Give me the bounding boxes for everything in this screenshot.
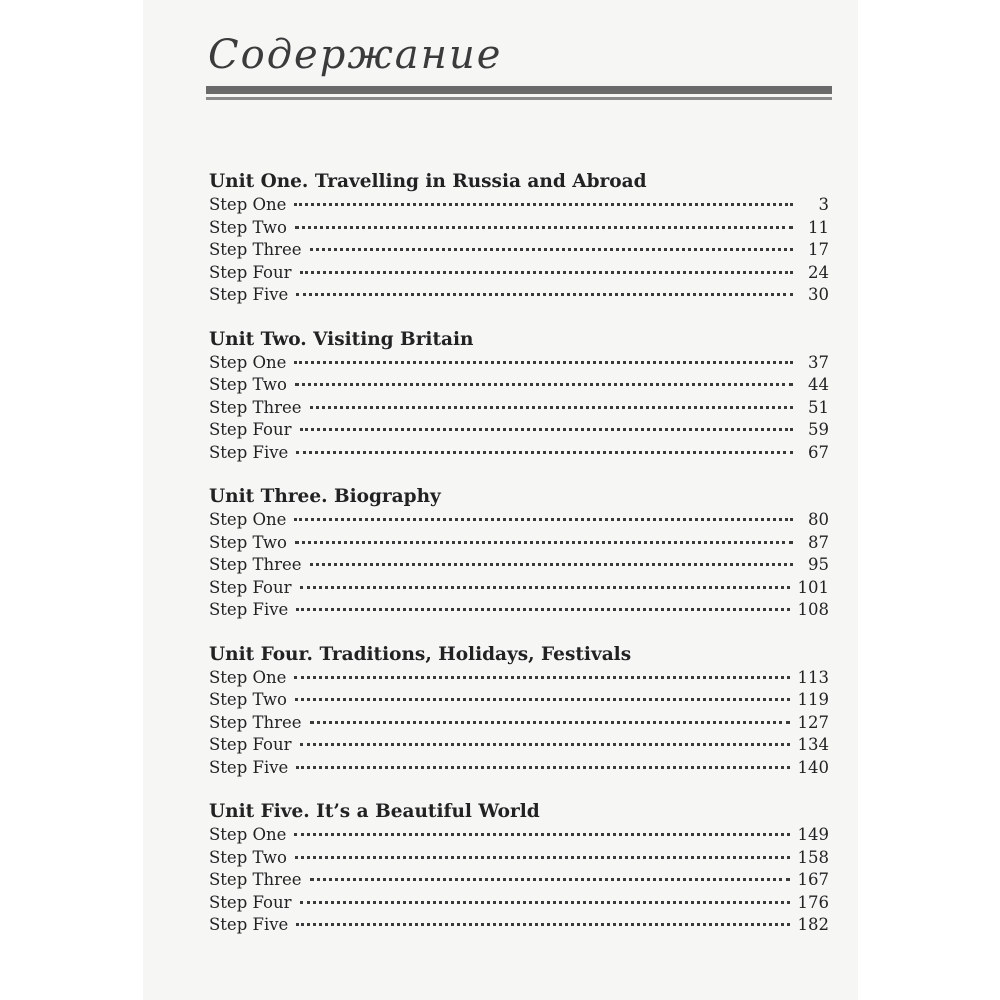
step-name: Step Three [209,870,302,889]
toc-unit-1 [209,169,829,327]
page-number: 3 [818,195,829,214]
dot-leader [310,248,793,251]
dot-leader [294,203,793,206]
toc-entry [209,509,829,532]
unit-heading: Unit Three. Biography [209,486,441,507]
title-rule-thin [206,97,832,100]
dot-leader [294,676,789,679]
unit-heading: Unit Four. Traditions, Holidays, Festivals [209,643,632,665]
dot-leader [300,743,790,746]
step-name: Step Five [209,285,289,304]
page-number: 80 [808,510,829,529]
page-number: 87 [808,532,829,552]
step-name: Step One [209,667,287,687]
unit-heading: Unit One. Travelling in Russia and Abroad [209,171,647,192]
dot-leader [296,293,793,296]
toc-entry [209,217,829,240]
toc-unit-3 [209,484,829,642]
step-name: Step Four [209,892,292,912]
dot-leader [295,541,793,544]
page-number: 95 [808,555,829,574]
page-number: 134 [797,735,829,754]
page-number: 127 [797,712,829,732]
toc-entry [209,667,829,690]
toc-entry [209,352,829,375]
page-number: 101 [797,577,829,597]
step-name: Step Four [209,735,292,754]
toc-unit-4 [209,642,829,800]
page-number: 158 [797,847,829,867]
step-name: Step Five [209,442,289,462]
toc-entry [209,397,829,420]
dot-leader [296,923,789,926]
toc-entry [209,284,829,307]
step-name: Step Three [209,712,302,732]
toc-entry [209,847,829,870]
dot-leader [310,878,790,881]
title-rule-thick [206,86,832,94]
page-number: 119 [797,690,829,709]
page-number: 51 [808,397,829,417]
toc-entry [209,577,829,600]
step-name: Step Five [209,600,289,619]
page-number: 11 [808,217,829,237]
toc-entry [209,532,829,555]
dot-leader [310,721,790,724]
dot-leader [295,698,790,701]
dot-leader [300,901,790,904]
step-name: Step Three [209,555,302,574]
step-name: Step Two [209,532,287,552]
toc-entry [209,239,829,262]
dot-leader [310,406,793,409]
step-name: Step Four [209,577,292,597]
toc-entry [209,689,829,712]
toc-entry [209,734,829,757]
toc-entry [209,194,829,217]
step-name: Step Two [209,690,287,709]
page-number: 24 [808,262,829,282]
dot-leader [310,563,793,566]
page-number: 113 [797,667,829,687]
dot-leader [296,766,789,769]
dot-leader [294,833,789,836]
dot-leader [294,361,793,364]
toc-entry [209,554,829,577]
dot-leader [295,226,793,229]
dot-leader [300,586,790,589]
toc-unit-2 [209,327,829,485]
toc-entry [209,419,829,442]
toc-entry [209,914,829,937]
page-title: Содержание [208,32,503,78]
step-name: Step One [209,195,287,214]
step-name: Step One [209,825,287,844]
toc-entry [209,892,829,915]
dot-leader [295,856,790,859]
toc-entry [209,442,829,465]
step-name: Step Two [209,217,287,237]
toc-entry [209,262,829,285]
page-number: 44 [808,375,829,394]
page-number: 176 [797,892,829,912]
step-name: Step Five [209,915,289,934]
dot-leader [294,518,793,521]
step-name: Step One [209,352,287,372]
step-name: Step Five [209,757,289,777]
page-number: 17 [808,240,829,259]
dot-leader [296,451,793,454]
toc-entry [209,757,829,780]
step-name: Step Three [209,397,302,417]
step-name: Step Two [209,375,287,394]
toc-unit-5 [209,799,829,957]
page-number: 67 [808,442,829,462]
table-of-contents [209,169,829,957]
dot-leader [300,428,794,431]
page-number: 37 [808,352,829,372]
step-name: Step Three [209,240,302,259]
step-name: Step Four [209,262,292,282]
page-number: 167 [797,870,829,889]
step-name: Step One [209,510,287,529]
dot-leader [300,271,794,274]
dot-leader [295,383,793,386]
toc-entry [209,824,829,847]
toc-entry [209,869,829,892]
toc-entry [209,374,829,397]
page-number: 140 [797,757,829,777]
toc-entry [209,712,829,735]
page-number: 30 [808,285,829,304]
unit-heading: Unit Five. It’s a Beautiful World [209,801,540,822]
step-name: Step Four [209,420,292,439]
unit-heading: Unit Two. Visiting Britain [209,328,474,350]
dot-leader [296,608,789,611]
step-name: Step Two [209,847,287,867]
page-number: 182 [797,915,829,934]
page-number: 59 [808,420,829,439]
page-number: 108 [797,600,829,619]
toc-entry [209,599,829,622]
page-number: 149 [797,825,829,844]
